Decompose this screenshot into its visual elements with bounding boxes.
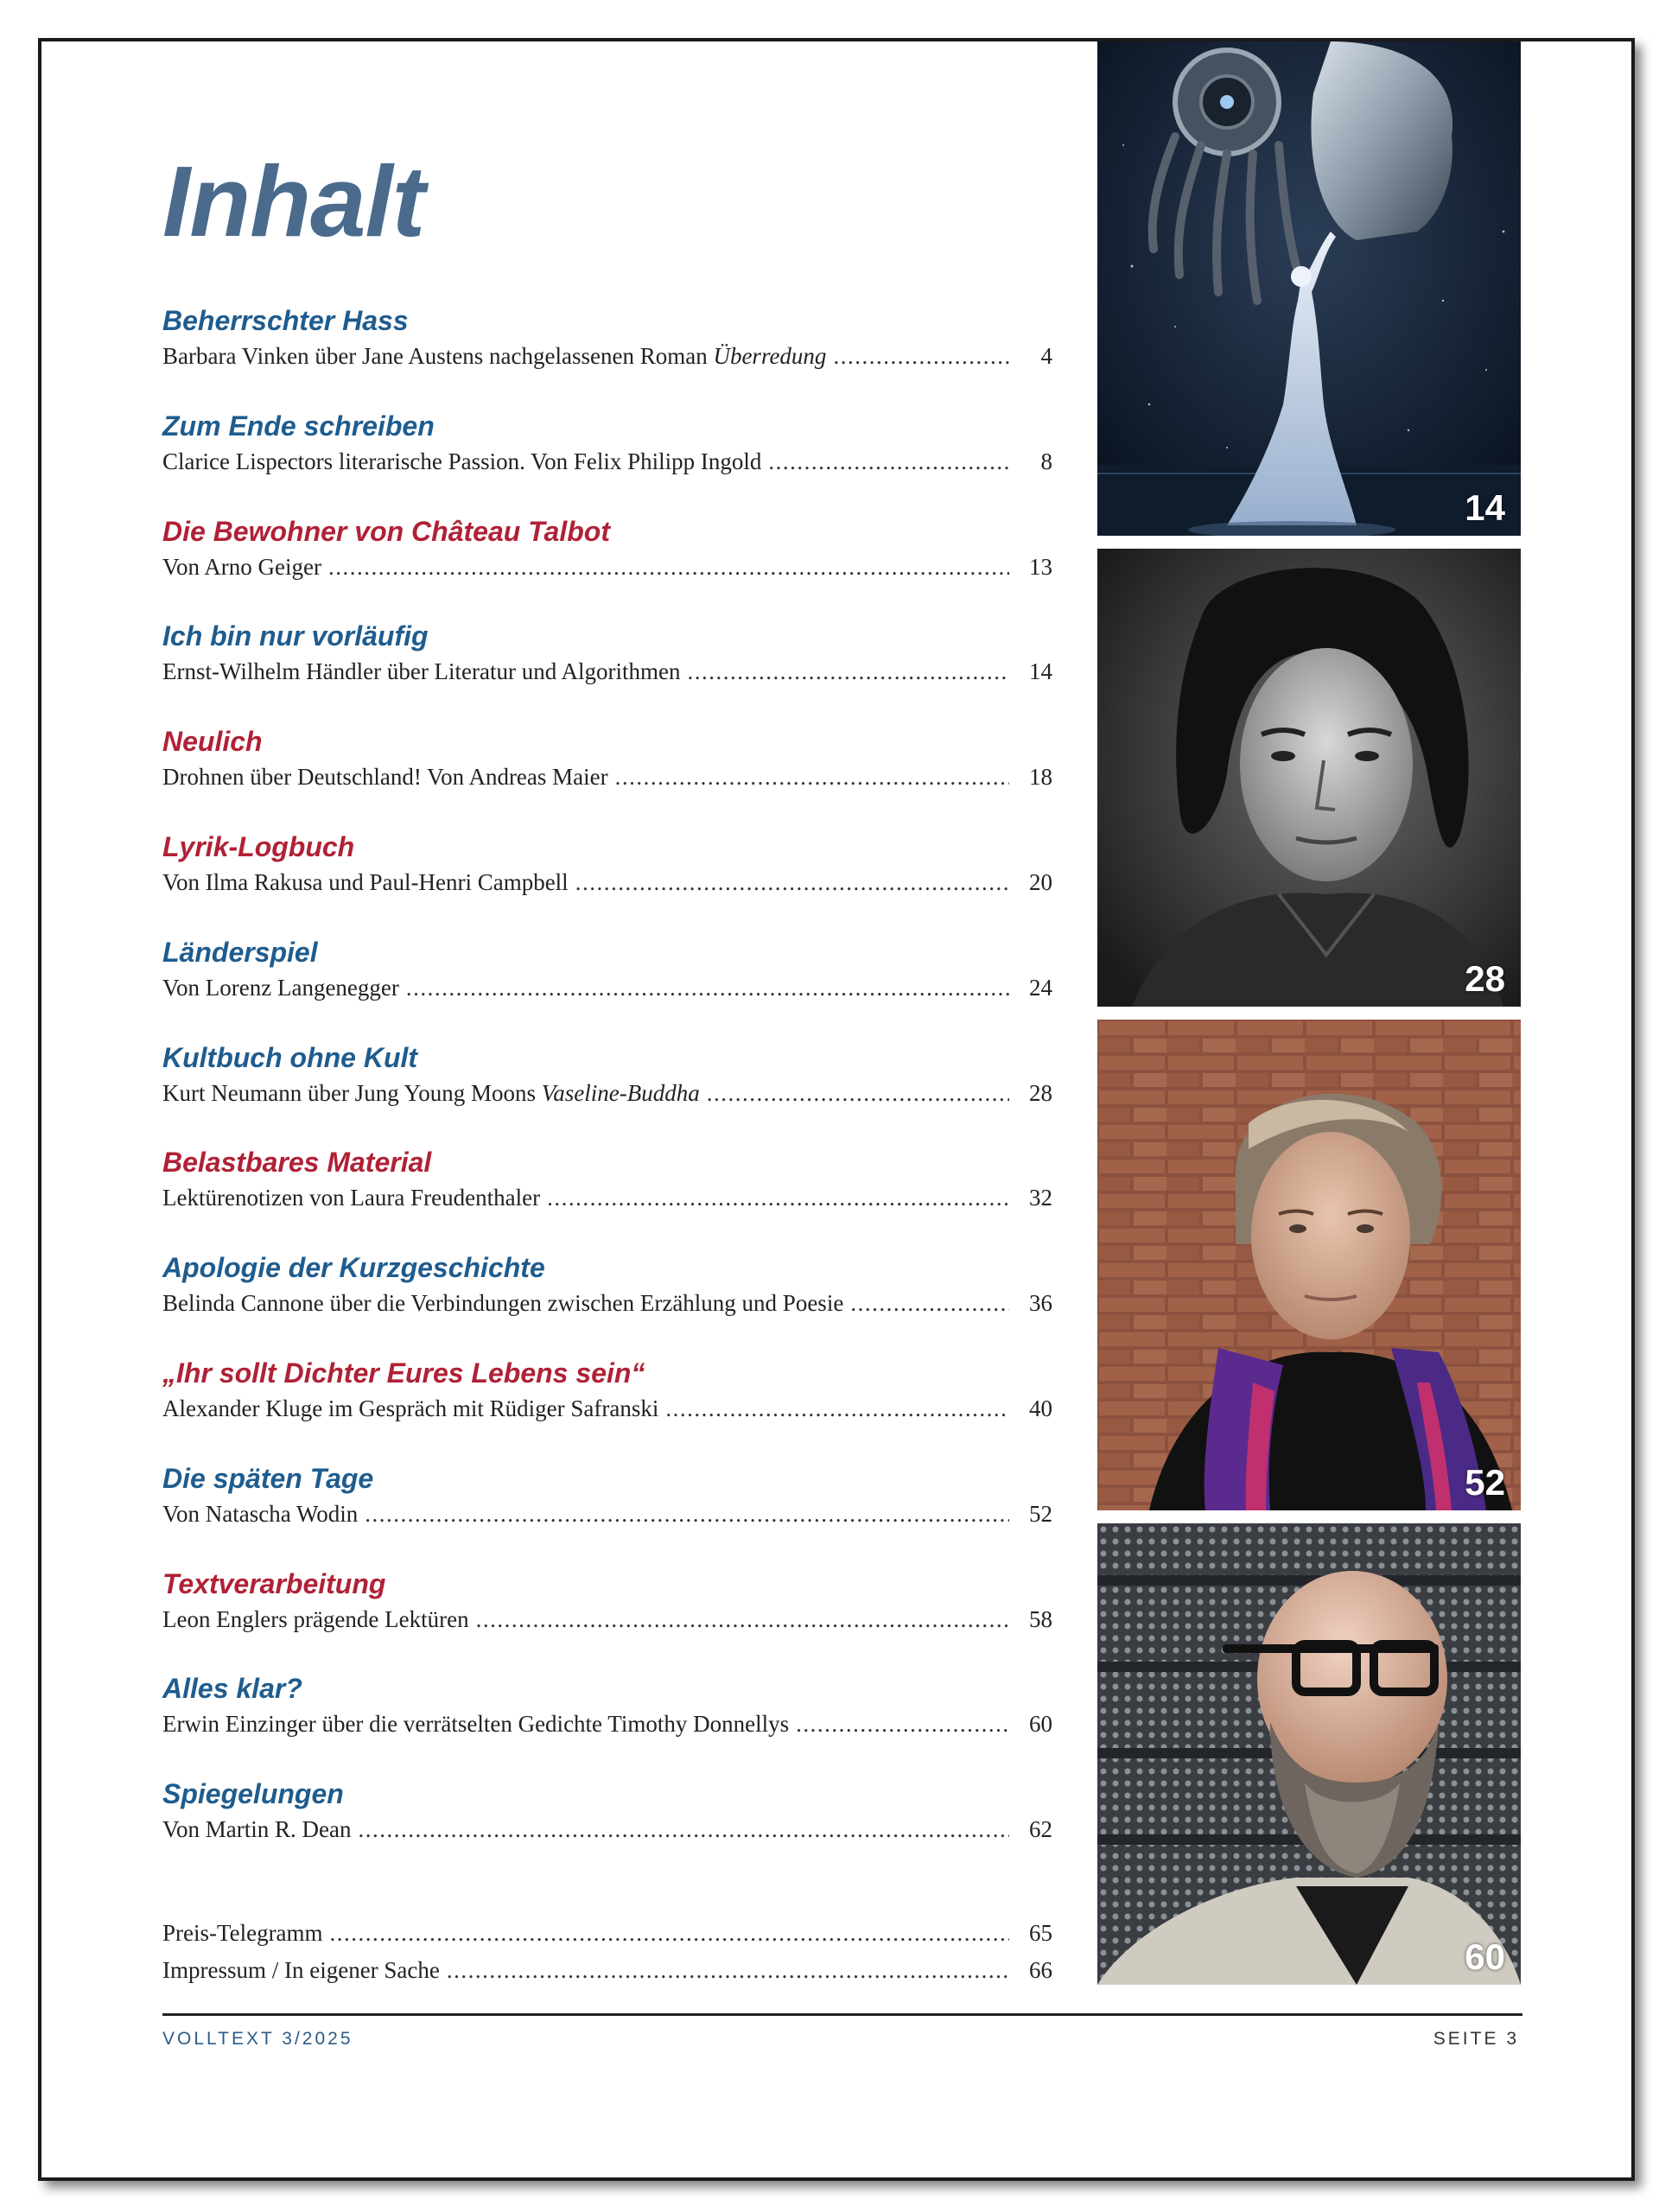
toc-entry-page-number: 8 [1040, 448, 1052, 474]
toc-entry-line [162, 550, 1052, 584]
toc-entry-heading: Lyrik-Logbuch [162, 830, 355, 862]
toc-entry[interactable] [162, 934, 1052, 1039]
toc-entry-line [162, 1707, 1052, 1741]
extras-item-page-number: 66 [1029, 1957, 1052, 1983]
toc-entry-line [162, 339, 1052, 373]
toc-entry-text: Alexander Kluge im Gespräch mit Rüdiger Safranski [162, 1395, 659, 1421]
toc-entry[interactable] [162, 618, 1052, 723]
toc-entry-line [162, 970, 1052, 1005]
toc-entry-heading: Länderspiel [162, 936, 318, 968]
toc-entry-page-number: 58 [1029, 1605, 1052, 1632]
toc-entry-text: Von Lorenz Langenegger [162, 974, 399, 1001]
toc-entry-text: Von Arno Geiger [162, 553, 321, 580]
photo-portrait-woman [1097, 1020, 1521, 1510]
toc-entry-line [162, 1602, 1052, 1637]
dot-leader [665, 1391, 1009, 1426]
toc-entry[interactable] [162, 1776, 1052, 1881]
dot-leader [406, 970, 1009, 1005]
toc-entry-heading: Neulich [162, 726, 263, 758]
photo-portrait-bearded-man [1097, 1523, 1521, 1985]
toc-entry-description [162, 1707, 789, 1741]
page-title: Inhalt [162, 145, 425, 257]
toc-entry-heading: Textverarbeitung [162, 1567, 386, 1599]
toc-entry[interactable] [162, 1039, 1052, 1145]
toc-entry[interactable] [162, 1355, 1052, 1460]
toc-entry-line [162, 1180, 1052, 1215]
toc-entry-heading: Alles klar? [162, 1673, 302, 1705]
toc-entry-line [162, 865, 1052, 899]
toc-entry-description [162, 1180, 540, 1215]
footer-page-number: SEITE 3 [1433, 2029, 1519, 2049]
toc-entry-page-number: 40 [1029, 1395, 1052, 1421]
toc-entry-description [162, 760, 608, 794]
dot-leader [615, 760, 1009, 794]
toc-entry-text: Barbara Vinken über Jane Austens nachgelassenen Roman [162, 343, 714, 369]
photo-page-number: 52 [1465, 1462, 1505, 1503]
toc-entry[interactable] [162, 829, 1052, 934]
extras-item[interactable] [162, 1915, 1052, 1952]
toc-entry-page-number: 14 [1029, 658, 1052, 685]
toc-entry-heading: „Ihr sollt Dichter Eures Lebens sein“ [162, 1357, 645, 1389]
ai-figure-image [1097, 41, 1521, 536]
toc-entry-page-number: 62 [1029, 1816, 1052, 1843]
extras-item-page-number: 65 [1029, 1920, 1052, 1946]
portrait-woman-image [1097, 1020, 1521, 1510]
dot-leader [575, 865, 1009, 899]
toc-entry-heading: Apologie der Kurzgeschichte [162, 1252, 545, 1284]
toc-entry-page-number: 28 [1029, 1079, 1052, 1106]
toc-entry-page-number: 20 [1029, 868, 1052, 895]
toc-entry-text: Clarice Lispectors literarische Passion. Von Felix Philipp Ingold [162, 448, 762, 474]
toc-entry-page-number: 36 [1029, 1290, 1052, 1317]
toc-entry-text: Lektürenotizen von Laura Freudenthaler [162, 1185, 541, 1211]
photo-ai-figure [1097, 41, 1521, 536]
toc-entry[interactable] [162, 302, 1052, 408]
toc-entry[interactable] [162, 1670, 1052, 1776]
dot-leader [707, 1076, 1009, 1110]
toc-entry-page-number: 60 [1029, 1711, 1052, 1738]
toc-entry-text: Ernst-Wilhelm Händler über Literatur und Algorithmen [162, 658, 681, 685]
portrait-man-image [1097, 549, 1521, 1007]
dot-leader [850, 1286, 1009, 1320]
toc-entry-text: Von Natascha Wodin [162, 1500, 359, 1527]
photo-page-number: 14 [1465, 487, 1505, 528]
extras-item[interactable] [162, 1952, 1052, 1989]
footer-issue: VOLLTEXT 3/2025 [162, 2029, 353, 2049]
dot-leader [358, 1812, 1009, 1847]
toc-entry-description [162, 1602, 469, 1637]
toc-entry-description [162, 339, 826, 373]
magazine-page [38, 38, 1635, 2181]
toc-entry-page-number: 13 [1029, 553, 1052, 580]
toc-entry-description [162, 1497, 358, 1531]
toc-entry[interactable] [162, 1566, 1052, 1671]
dot-leader [476, 1602, 1009, 1637]
toc-entry[interactable] [162, 723, 1052, 829]
toc-entry-heading: Die Bewohner von Château Talbot [162, 515, 610, 547]
toc-entry[interactable] [162, 1249, 1052, 1355]
toc-entry-page-number: 24 [1029, 974, 1052, 1001]
dot-leader [547, 1180, 1009, 1215]
toc-entry-description [162, 550, 321, 584]
dot-leader [365, 1497, 1009, 1531]
toc-entry-line [162, 1497, 1052, 1531]
toc-entry-description [162, 1812, 351, 1847]
toc-entry[interactable] [162, 1144, 1052, 1249]
toc-entry-heading: Kultbuch ohne Kult [162, 1041, 418, 1073]
toc-entry-line [162, 760, 1052, 794]
toc-entry-description [162, 1076, 700, 1110]
toc-entry[interactable] [162, 1460, 1052, 1566]
toc-entry-page-number: 52 [1029, 1500, 1052, 1527]
dot-leader [330, 1915, 1009, 1952]
portrait-bearded-man-image [1097, 1523, 1521, 1985]
toc-entry-page-number: 18 [1029, 764, 1052, 791]
toc-entry-line [162, 654, 1052, 689]
toc-entry-page-number: 32 [1029, 1185, 1052, 1211]
toc-entry-description [162, 1286, 843, 1320]
toc-entry-text: Leon Englers prägende Lektüren [162, 1605, 469, 1632]
toc-entry-text: Belinda Cannone über die Verbindungen zwischen Erzählung und Poesie [162, 1290, 844, 1317]
photo-page-number: 28 [1465, 958, 1505, 999]
dot-leader [796, 1707, 1009, 1741]
photo-portrait-man [1097, 549, 1521, 1007]
toc-entry-description [162, 654, 681, 689]
toc-entry-text: Erwin Einzinger über die verrätselten Gedichte Timothy Donnellys [162, 1711, 790, 1738]
extras-item-text: Preis-Telegramm [162, 1920, 323, 1946]
dot-leader [688, 654, 1010, 689]
toc-entry-page-number: 4 [1040, 343, 1052, 369]
toc-entry-text: Von Ilma Rakusa und Paul-Henri Campbell [162, 868, 569, 895]
toc-entry-text: Von Martin R. Dean [162, 1816, 352, 1843]
toc-entry-line [162, 1391, 1052, 1426]
toc-entry-text: Kurt Neumann über Jung Young Moons [162, 1079, 542, 1106]
toc-entry-heading: Spiegelungen [162, 1778, 344, 1810]
dot-leader [768, 444, 1009, 479]
toc-entry-line [162, 1812, 1052, 1847]
toc-entry-line [162, 444, 1052, 479]
dot-leader [328, 550, 1009, 584]
toc-entry-heading: Beherrschter Hass [162, 305, 409, 336]
extras-list [162, 1915, 1052, 1989]
toc-entry[interactable] [162, 408, 1052, 513]
toc-entry-line [162, 1076, 1052, 1110]
toc-entry-heading: Ich bin nur vorläufig [162, 620, 429, 652]
toc-entry-text: Drohnen über Deutschland! Von Andreas Maier [162, 764, 608, 791]
toc-entry-line [162, 1286, 1052, 1320]
photo-page-number: 60 [1465, 1936, 1505, 1977]
dot-leader [833, 339, 1009, 373]
toc-entry[interactable] [162, 513, 1052, 619]
toc-entry-italic-title: Überredung [713, 343, 827, 369]
toc-entry-description [162, 444, 761, 479]
toc-entry-description [162, 1391, 658, 1426]
toc-entry-heading: Zum Ende schreiben [162, 410, 435, 442]
footer-rule [162, 2013, 1522, 2016]
toc-entry-description [162, 970, 399, 1005]
table-of-contents [162, 302, 1052, 1881]
toc-entry-heading: Belastbares Material [162, 1147, 432, 1179]
extras-item-text: Impressum / In eigener Sache [162, 1957, 440, 1983]
toc-entry-italic-title: Vaseline-Buddha [541, 1079, 700, 1106]
toc-entry-heading: Die späten Tage [162, 1462, 374, 1494]
dot-leader [447, 1952, 1009, 1989]
toc-entry-description [162, 865, 569, 899]
